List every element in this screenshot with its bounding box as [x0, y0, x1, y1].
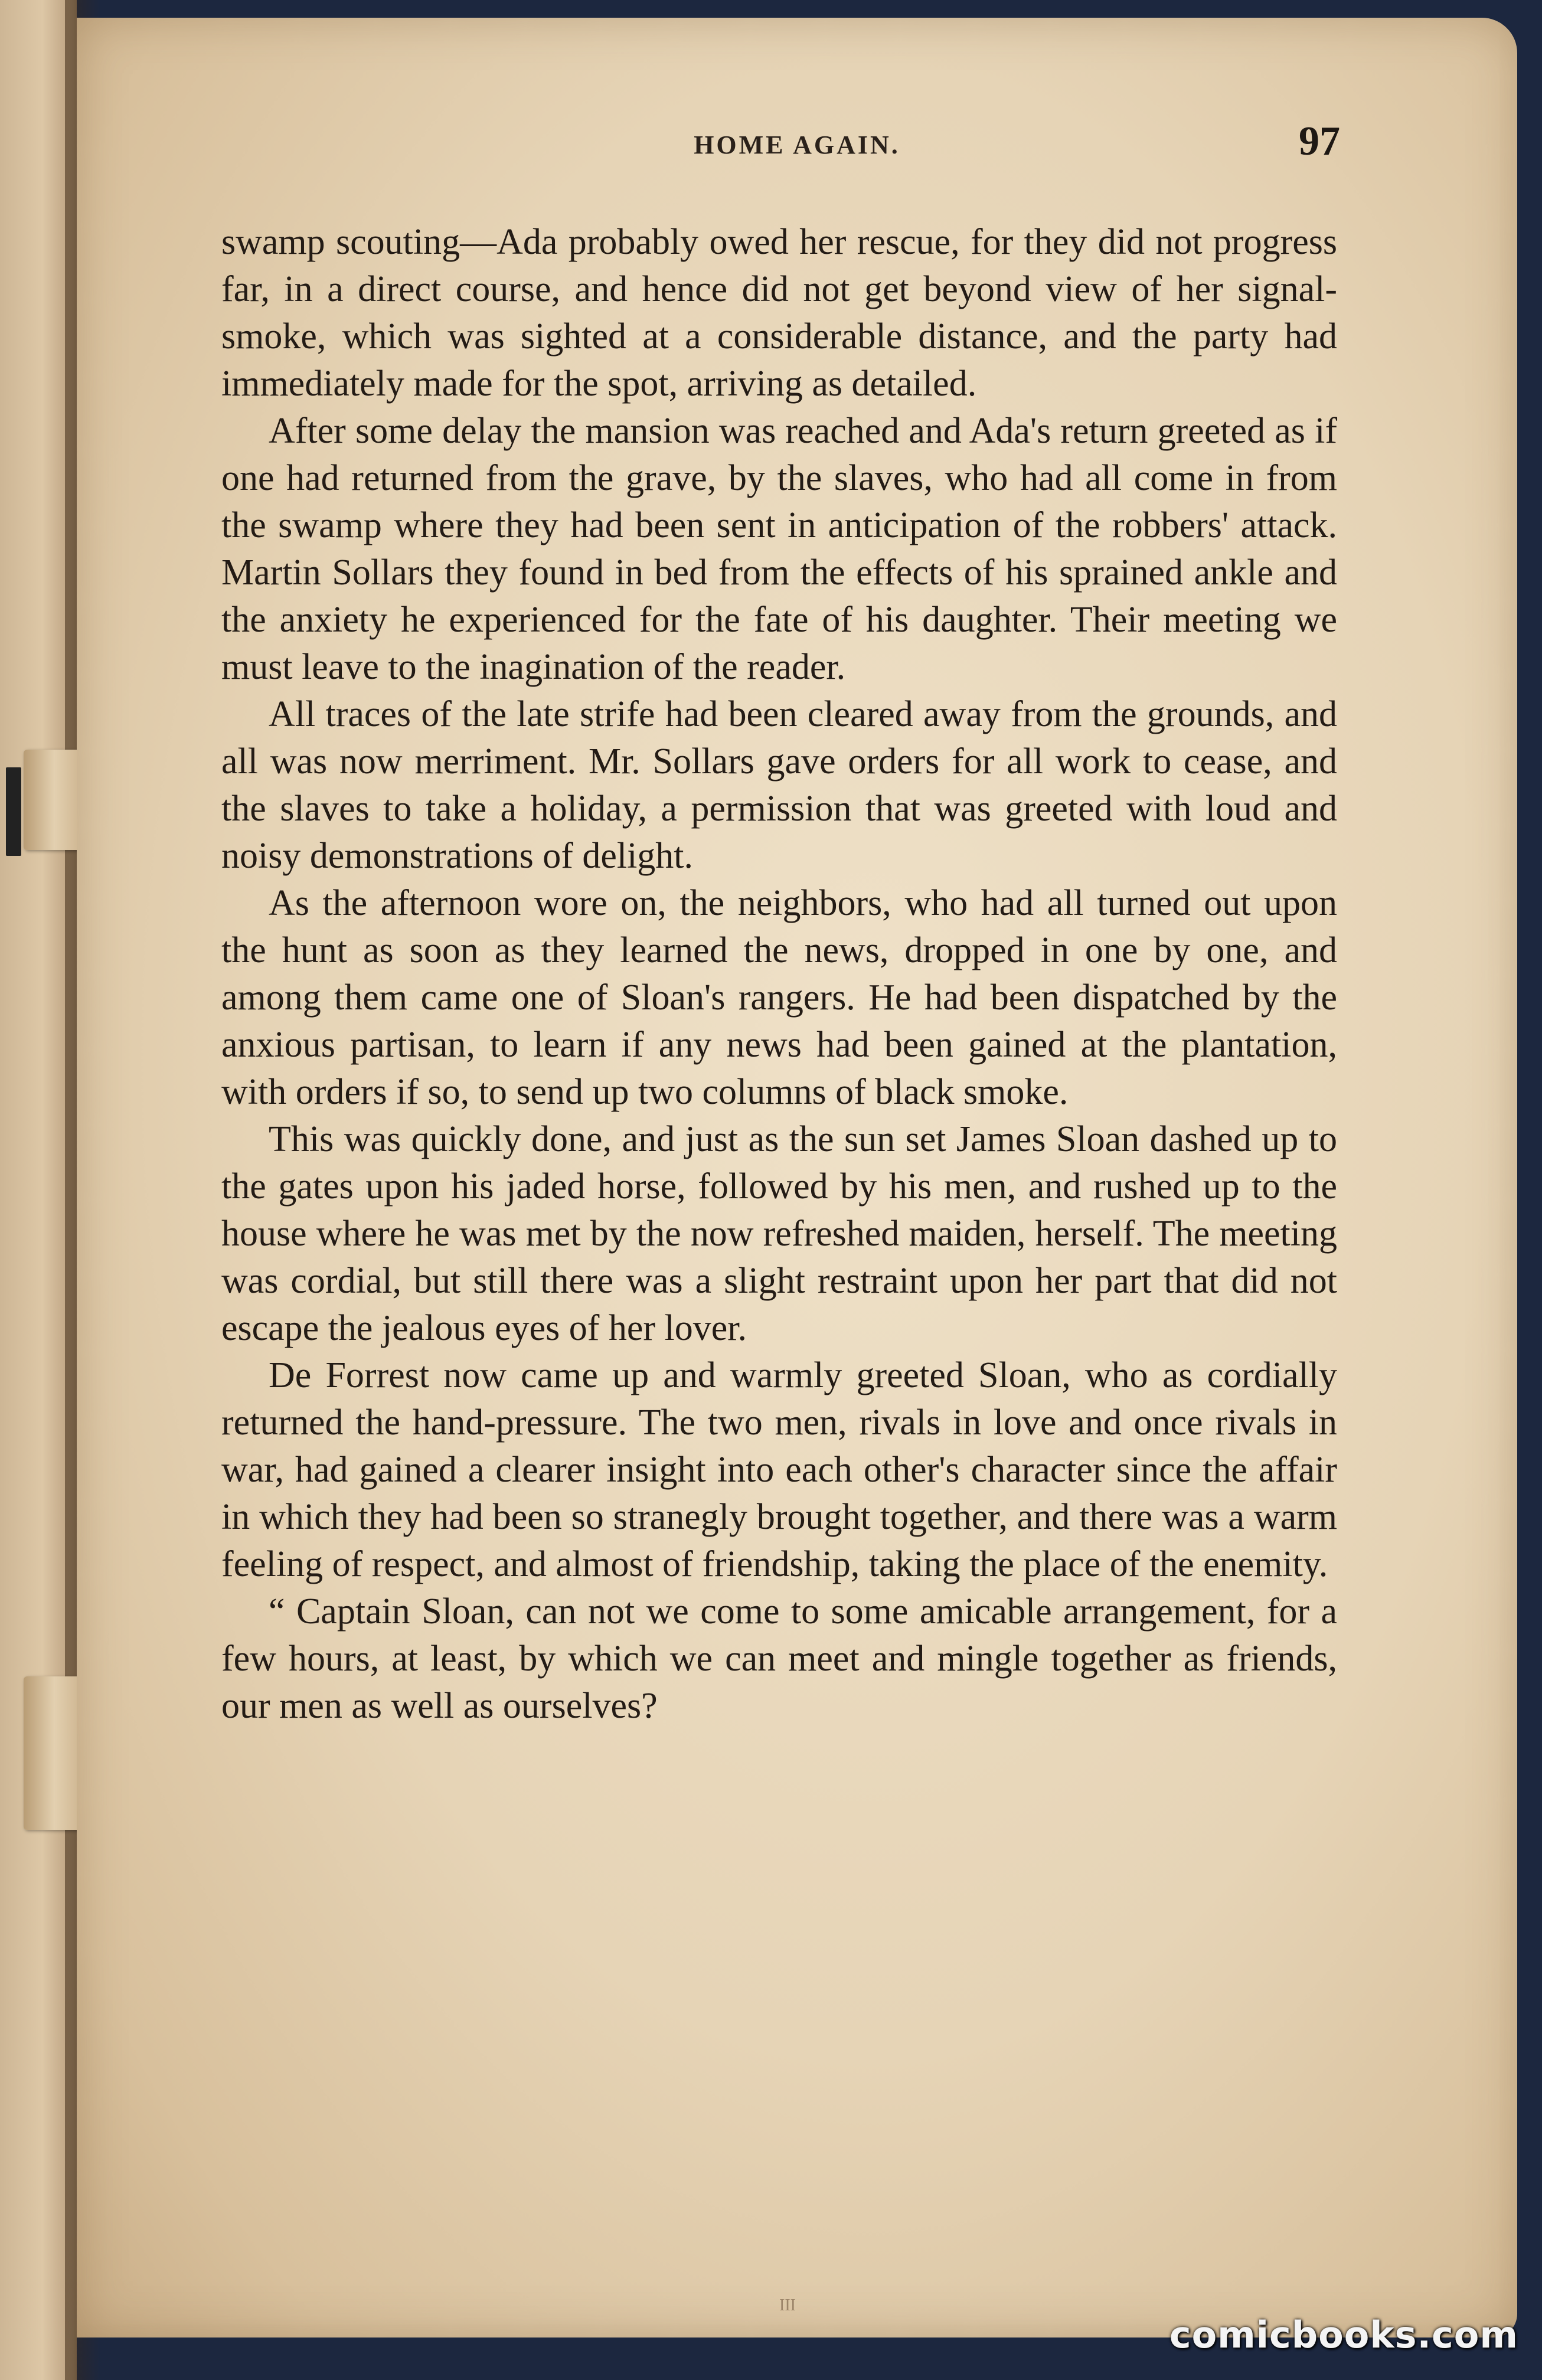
- running-title: HOME AGAIN.: [694, 130, 900, 159]
- paragraph-5: This was quickly done, and just as the sun set James Sloan dashed up to the gates upon his jaded horse, followed by his men, and rushed up to the house where he was met by the now refreshed maiden, herself. The meeting was cordial, but still there was a slight restraint upon her part that did not escape the jealous eyes of her lover.: [221, 1119, 1337, 1348]
- paragraph-1: swamp scouting—Ada probably owed her rescue, for they did not progress far, in a direct course, and hence did not get beyond view of her signal-smoke, which was sighted at a considerable distance, and the party had immediately made for the spot, arriving as detailed.: [221, 222, 1337, 404]
- paragraph-4: As the afternoon wore on, the neighbors, who had all turned out upon the hunt as soon as they learned the news, dropped in one by one, and among them came one of Sloan's rangers. He had been dispatched by the anxious partisan, to learn if any news had been gained at the plantation, with orders if so, to send up two columns of black smoke.: [221, 883, 1337, 1112]
- signature-mark: III: [779, 2296, 796, 2314]
- paragraph-2: After some delay the mansion was reached and Ada's return greeted as if one had returned from the grave, by the slaves, who had all come in from the swamp where they had been sent in anticipation of the robbers' attack. Martin Sollars they found in bed from the effects of his sprained ankle and the anxiety he experienced for the fate of his daughter. Their meeting we must leave to the inagination of the reader.: [221, 411, 1337, 687]
- body-text: [221, 218, 1337, 1730]
- paragraph-3: All traces of the late strife had been cleared away from the grounds, and all was now merriment. Mr. Sollars gave orders for all work to cease, and the slaves to take a holiday, a permission that was greeted with loud and noisy demonstrations of delight.: [221, 694, 1337, 876]
- paragraph-6: De Forrest now came up and warmly greeted Sloan, who as cordially returned the hand-pressure. The two men, rivals in love and once rivals in war, had gained a clearer insight into each other's character since the affair in which they had been so stranegly brought together, and there was a warm feeling of respect, and almost of friendship, taking the place of the enemity.: [221, 1355, 1337, 1584]
- binding-staple: [6, 767, 21, 856]
- page-number: 97: [1299, 119, 1340, 164]
- watermark: comicbooks.com: [1169, 2313, 1518, 2356]
- paragraph-7: “ Captain Sloan, can not we come to some amicable arrangement, for a few hours, at least, by which we can meet and mingle together as friends, our men as well as ourselves?: [221, 1591, 1337, 1726]
- book-page: [77, 18, 1517, 2338]
